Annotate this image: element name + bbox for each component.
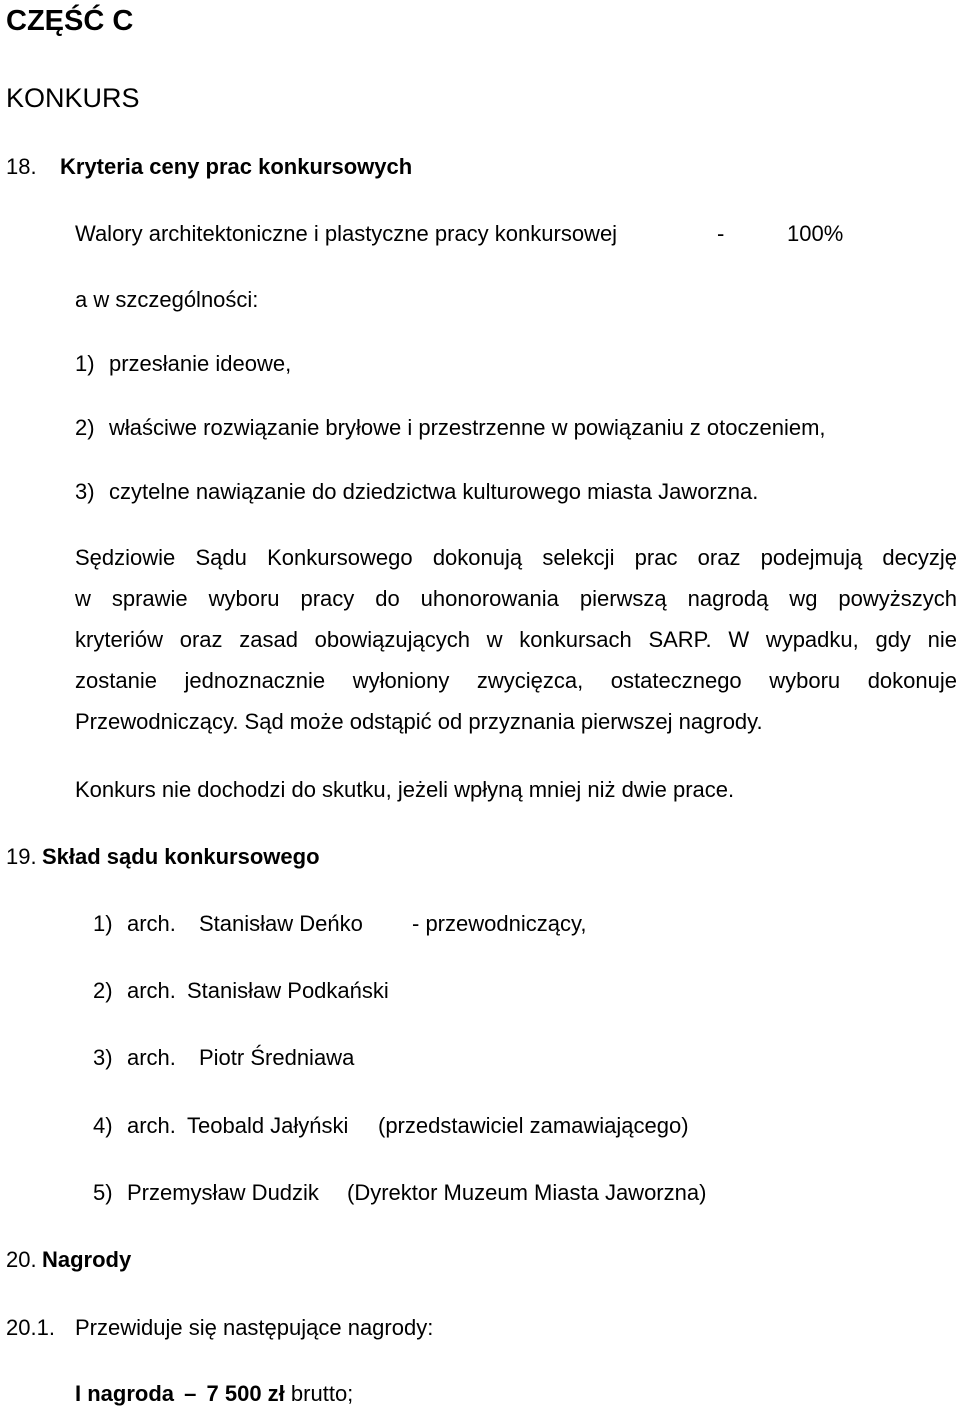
jury-member-title: arch. (127, 1045, 176, 1070)
jury-member-number: 2) (93, 978, 113, 1003)
subsection-text: Przewiduje się następujące nagrody: (75, 1315, 434, 1340)
section-20-number: 20. (6, 1247, 37, 1272)
jury-member-role: (przedstawiciel zamawiającego) (378, 1113, 689, 1138)
jury-paragraph-line: kryteriów oraz zasad obowiązujących w konkursach SARP. W wypadku, gdy nie (75, 627, 957, 652)
jury-paragraph-line: Sędziowie Sądu Konkursowego dokonują selekcji prac oraz podejmują decyzję (75, 545, 957, 570)
jury-member-number: 4) (93, 1113, 113, 1138)
prize-label: I nagroda (75, 1381, 175, 1406)
criterion-item-number: 3) (75, 479, 95, 504)
prize-line (75, 1381, 353, 1407)
criterion-weight: 100% (787, 221, 844, 246)
criterion-item-text: przesłanie ideowe, (109, 351, 292, 376)
criterion-item-text: czytelne nawiązanie do dziedzictwa kulturowego miasta Jaworzna. (109, 479, 759, 504)
jury-member-role: (Dyrektor Muzeum Miasta Jaworzna) (347, 1180, 707, 1205)
criterion-item-text: właściwe rozwiązanie bryłowe i przestrzenne w powiązaniu z otoczeniem, (109, 415, 826, 440)
criterion-text: Walory architektoniczne i plastyczne pracy konkursowej (75, 221, 618, 246)
jury-member-role: - przewodniczący, (412, 911, 587, 936)
jury-paragraph-line: Przewodniczący. Sąd może odstąpić od przyznania pierwszej nagrody. (75, 709, 763, 734)
jury-member-name: Stanisław Deńko (199, 911, 363, 936)
prize-amount: 7 500 zł (206, 1381, 285, 1406)
jury-paragraph-line: zostanie jednoznacznie wyłoniony zwycięzca, ostatecznego wyboru dokonuje (75, 668, 957, 693)
jury-paragraph-line: w sprawie wyboru pracy do uhonorowania pierwszą nagrodą wg powyższych (75, 586, 957, 611)
prize-suffix: brutto; (290, 1381, 354, 1406)
prize-dash: – (184, 1381, 197, 1406)
jury-member-name: Teobald Jałyński (187, 1113, 349, 1138)
criterion-item-number: 1) (75, 351, 95, 376)
jury-member-name: Stanisław Podkański (187, 978, 389, 1003)
jury-member-number: 1) (93, 911, 113, 936)
criterion-dash: - (717, 221, 725, 246)
in-particular-label: a w szczególności: (75, 287, 259, 312)
jury-member-number: 5) (93, 1180, 113, 1205)
section-19-heading: Skład sądu konkursowego (42, 844, 320, 869)
section-18-number: 18. (6, 154, 37, 179)
jury-member-name: Piotr Średniawa (199, 1045, 355, 1070)
section-subtitle: KONKURS (6, 83, 140, 113)
contest-validity-note: Konkurs nie dochodzi do skutku, jeżeli wpłyną mniej niż dwie prace. (75, 777, 735, 802)
section-18-heading: Kryteria ceny prac konkursowych (60, 154, 413, 179)
section-20-heading: Nagrody (42, 1247, 132, 1272)
jury-member-number: 3) (93, 1045, 113, 1070)
jury-member-name: Przemysław Dudzik (127, 1180, 319, 1205)
jury-member-title: arch. (127, 911, 176, 936)
part-title: CZĘŚĆ C (6, 5, 134, 37)
subsection-number: 20.1. (6, 1315, 55, 1340)
jury-member-title: arch. (127, 978, 176, 1003)
section-19-number: 19. (6, 844, 37, 869)
criterion-item-number: 2) (75, 415, 95, 440)
jury-member-title: arch. (127, 1113, 176, 1138)
